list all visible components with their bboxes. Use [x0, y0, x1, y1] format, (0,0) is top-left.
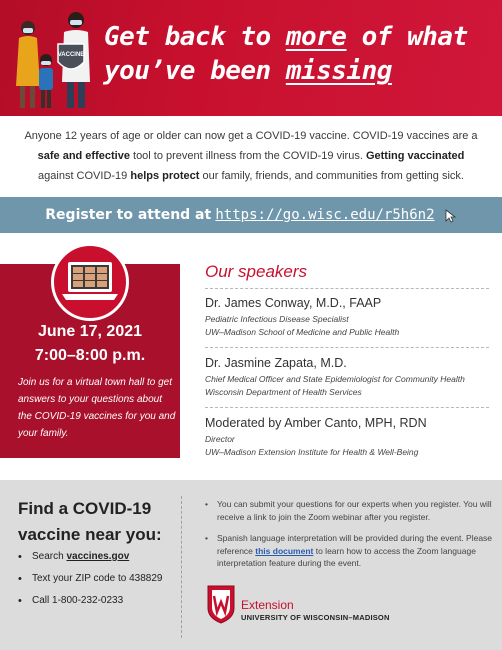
video-call-laptop-icon	[54, 246, 126, 318]
event-date: June 17, 2021	[37, 323, 143, 340]
divider	[205, 347, 489, 348]
page-headline: Get back to more of what you’ve been missing	[104, 22, 468, 86]
find-vaccine-heading: Find a COVID-19 vaccine near you:	[18, 499, 162, 544]
intro-paragraph: Anyone 12 years of age or older can now get a COVID-19 vaccine. COVID-19 vaccines are a safe and effective tool to prevent illness from the COVID-19 virus. Getting vaccinated against COVID-19 helps protect our family, friends, and communities from getting sick.	[24, 130, 478, 182]
header-banner	[0, 0, 502, 116]
speaker-role: Chief Medical Officer and State Epidemiologist for Community Health Wisconsin Department of Health Services	[205, 374, 465, 397]
register-link[interactable]: https://go.wisc.edu/r5h6n2	[215, 207, 435, 223]
register-bar	[0, 197, 502, 233]
event-notes	[203, 498, 495, 579]
cursor-arrow-icon	[445, 209, 457, 223]
extension-wordmark: Extension	[241, 598, 294, 612]
speaker-name: Dr. James Conway, M.D., FAAP	[205, 296, 382, 310]
speakers-heading: Our speakers	[205, 262, 308, 281]
event-time: 7:00–8:00 p.m.	[34, 347, 146, 364]
family-illustration-icon	[10, 6, 102, 116]
university-name: UNIVERSITY OF WISCONSIN–MADISON	[241, 613, 390, 622]
moderator-role: Director UW–Madison Extension Institute for Health & Well-Being	[205, 434, 419, 457]
event-description: Join us for a virtual town hall to get answers to your questions about the COVID-19 vaccines for you and your family.	[18, 377, 176, 439]
vaccine-shield-text: VACCINE	[57, 52, 85, 58]
register-label: Register to attend at	[45, 207, 212, 223]
divider	[205, 288, 489, 289]
list-item: • Call 1-800-232-0233	[18, 594, 178, 608]
vertical-divider	[181, 496, 182, 638]
list-item: • Spanish language interpretation will be provided during the event. Please reference this document to learn how to access the Zoom language interpretation feature during the event.	[203, 532, 495, 570]
list-item: • Search vaccines.gov	[18, 550, 178, 564]
uw-crest-icon	[205, 584, 237, 624]
laptop-badge	[51, 243, 129, 321]
moderator-name: Moderated by Amber Canto, MPH, RDN	[205, 416, 427, 430]
this-document-link[interactable]: this document	[255, 545, 314, 556]
speaker-name: Dr. Jasmine Zapata, M.D.	[205, 356, 347, 370]
find-vaccine-list	[18, 550, 178, 616]
list-item: • You can submit your questions for our experts when you register. You will receive a link to join the Zoom webinar after you register.	[203, 498, 495, 523]
speaker-role: Pediatric Infectious Disease Specialist UW–Madison School of Medicine and Public Health	[205, 314, 400, 337]
divider	[205, 407, 489, 408]
list-item: • Text your ZIP code to 438829	[18, 572, 178, 586]
vaccines-gov-link[interactable]: vaccines.gov	[66, 551, 130, 562]
